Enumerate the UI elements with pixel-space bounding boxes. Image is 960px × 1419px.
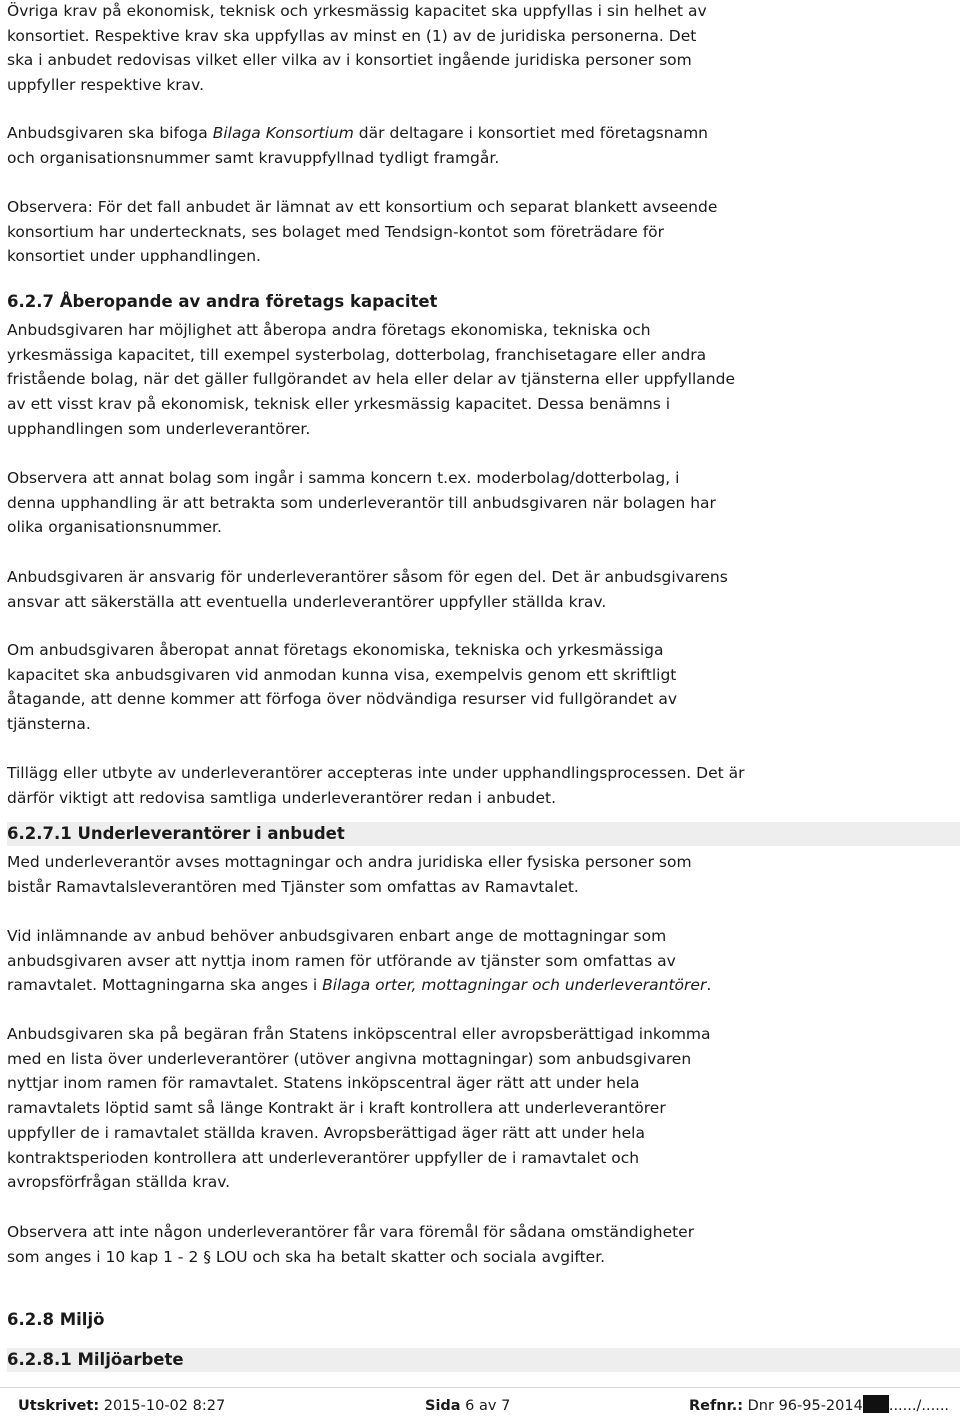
footer-printed-label: Utskrivet:	[18, 1398, 100, 1414]
text-run: där deltagare i konsortiet med företagsnamn	[353, 124, 708, 142]
text-line: kapacitet ska anbudsgivaren vid anmodan kunna visa, exempelvis genom ett skriftligt	[7, 665, 677, 684]
text-line: därför viktigt att redovisa samtliga underleverantörer redan i anbudet.	[7, 788, 557, 807]
text-line	[7, 973, 711, 998]
footer-page-value: 6 av 7	[460, 1398, 511, 1414]
paragraph-observera-konsortium	[7, 195, 717, 269]
text-line: Tillägg eller utbyte av underleverantörer accepteras inte under upphandlingsprocessen. Det är	[7, 764, 745, 782]
footer-printed-value: 2015-10-02 8:27	[99, 1398, 226, 1414]
text-line: anbudsgivaren avser att nyttja inom ramen för utförande av tjänster som omfattas av	[7, 951, 676, 970]
footer-page	[425, 1393, 510, 1419]
section-heading-6-2-7: 6.2.7 Åberopande av andra företags kapacitet	[7, 292, 438, 311]
footer-reference	[689, 1393, 949, 1419]
attachment-name: Bilaga orter, mottagningar och underleverantörer	[322, 976, 707, 995]
text-line: Anbudsgivaren har möjlighet att åberopa andra företags ekonomiska, tekniska och	[7, 321, 651, 339]
paragraph-om-aberopat	[7, 638, 677, 737]
text-line: bistår Ramavtalsleverantören med Tjänster som omfattas av Ramavtalet.	[7, 877, 579, 896]
text-line: Om anbudsgivaren åberopat annat företags ekonomiska, tekniska och yrkesmässiga	[7, 641, 664, 659]
paragraph-aberopande	[7, 318, 735, 442]
paragraph-tillagg	[7, 761, 744, 810]
redaction-block	[863, 1395, 889, 1413]
footer-printed	[18, 1393, 225, 1419]
footer-divider	[0, 1387, 960, 1388]
text-line: olika organisationsnummer.	[7, 518, 222, 537]
footer-ref-value: Dnr 96-95-2014	[743, 1398, 863, 1414]
text-line: med en lista över underleverantörer (utöver angivna mottagningar) som anbudsgivaren	[7, 1049, 692, 1068]
text-line	[7, 121, 708, 146]
text-line: Anbudsgivaren är ansvarig för underleverantörer såsom för egen del. Det är anbudsgivarens	[7, 568, 728, 586]
text-line: denna upphandling är att betrakta som underleverantör till anbudsgivaren när bolagen har	[7, 493, 716, 512]
text-run: Anbudsgivaren ska bifoga	[7, 124, 213, 142]
text-line: konsortium har undertecknats, ses bolaget med Tendsign-kontot som företrädare för	[7, 222, 665, 241]
footer-ref-label: Refnr.:	[689, 1398, 744, 1414]
text-line: Anbudsgivaren ska på begäran från Statens inköpscentral eller avropsberättigad inkomma	[7, 1025, 711, 1043]
text-line: kontraktsperioden kontrollera att underleverantörer uppfyller de i ramavtalet och	[7, 1148, 640, 1167]
text-run: ramavtalet. Mottagningarna ska anges i	[7, 976, 323, 995]
paragraph-ansvarig	[7, 565, 728, 614]
text-line: Observera: För det fall anbudet är lämnat av ett konsortium och separat blankett avseende	[7, 198, 718, 216]
paragraph-pa-begaran	[7, 1022, 711, 1195]
text-line: ska i anbudet redovisas vilket eller vilka av i konsortiet ingående juridiska personer som	[7, 51, 692, 70]
page-footer	[18, 1393, 958, 1419]
text-line: och organisationsnummer samt kravuppfyllnad tydligt framgår.	[7, 148, 500, 167]
footer-page-label: Sida	[425, 1398, 461, 1414]
footer-ref-suffix: ....../......	[888, 1398, 950, 1414]
text-line: konsortiet. Respektive krav ska uppfyllas av minst en (1) av de juridiska personerna. Det	[7, 26, 697, 45]
paragraph-konsortiet-krav	[7, 0, 707, 98]
section-heading-6-2-8-1: 6.2.8.1 Miljöarbete	[7, 1348, 960, 1372]
paragraph-med-underleverantor	[7, 850, 692, 899]
section-heading-6-2-8: 6.2.8 Miljö	[7, 1310, 105, 1329]
text-line: Observera att inte någon underleverantörer får vara föremål för sådana omständigheter	[7, 1223, 695, 1241]
paragraph-bilaga-konsortium	[7, 121, 708, 170]
section-heading-6-2-7-1: 6.2.7.1 Underleverantörer i anbudet	[7, 822, 960, 846]
text-line: nyttjar inom ramen för ramavtalet. Statens inköpscentral äger rätt att under hela	[7, 1074, 640, 1093]
paragraph-observera-koncern	[7, 466, 716, 540]
text-line: Observera att annat bolag som ingår i samma koncern t.ex. moderbolag/dotterbolag, i	[7, 469, 680, 487]
paragraph-vid-inlamnande	[7, 924, 711, 998]
text-line: uppfyller de i ramavtalet ställda kraven. Avropsberättigad äger rätt att under hela	[7, 1123, 645, 1142]
text-line: uppfyller respektive krav.	[7, 76, 205, 95]
attachment-name: Bilaga Konsortium	[212, 124, 354, 142]
text-line: ansvar att säkerställa att eventuella underleverantörer uppfyller ställda krav.	[7, 592, 607, 611]
text-line: av ett visst krav på ekonomisk, teknisk eller yrkesmässig kapacitet. Dessa benämns i	[7, 395, 671, 414]
text-line: tjänsterna.	[7, 715, 91, 734]
text-line: åtagande, att denne kommer att förfoga över nödvändiga resurser vid fullgörandet av	[7, 690, 678, 709]
text-line: fristående bolag, när det gäller fullgörandet av hela eller delar av tjänsterna eller uppfyllande	[7, 370, 735, 389]
text-line: yrkesmässiga kapacitet, till exempel systerbolag, dotterbolag, franchisetagare eller andra	[7, 345, 707, 364]
text-run: .	[706, 976, 712, 995]
text-line: konsortiet under upphandlingen.	[7, 247, 261, 266]
text-line: Med underleverantör avses mottagningar och andra juridiska eller fysiska personer som	[7, 853, 692, 871]
text-line: ramavtalets löptid samt så länge Kontrakt är i kraft kontrollera att underleverantörer	[7, 1099, 666, 1118]
text-line: som anges i 10 kap 1 - 2 § LOU och ska ha betalt skatter och sociala avgifter.	[7, 1247, 606, 1266]
text-line: avropsförfrågan ställda krav.	[7, 1173, 231, 1192]
text-line: Vid inlämnande av anbud behöver anbudsgivaren enbart ange de mottagningar som	[7, 927, 667, 945]
text-line: upphandlingen som underleverantörer.	[7, 419, 311, 438]
text-line: Övriga krav på ekonomisk, teknisk och yrkesmässig kapacitet ska uppfyllas i sin helhet av	[7, 2, 707, 20]
paragraph-omstandigheter	[7, 1220, 694, 1269]
